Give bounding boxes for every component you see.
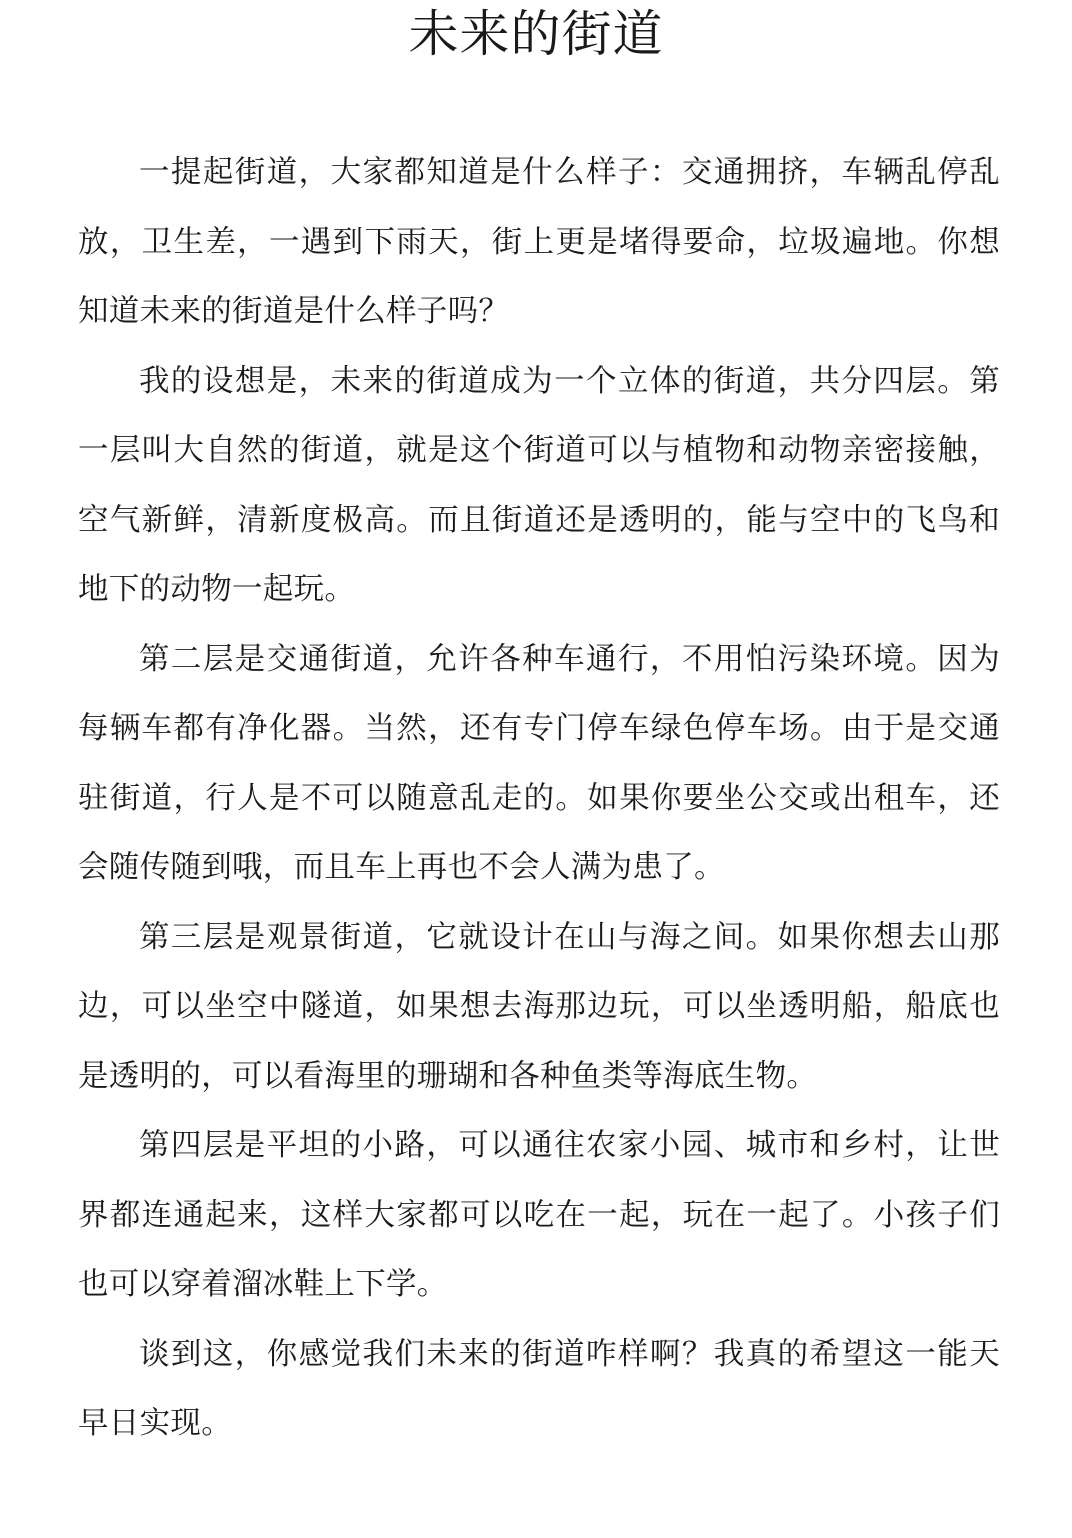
document-body <box>78 138 1000 1459</box>
paragraph-6: 谈到这，你感觉我们未来的街道咋样啊？我真的希望这一能天早日实现。 <box>78 1336 1000 1441</box>
paragraph-4: 第三层是观景街道，它就设计在山与海之间。如果你想去山那边，可以坐空中隧道，如果想去海那边玩，可以坐透明船，船底也是透明的，可以看海里的珊瑚和各种鱼类等海底生物。 <box>78 919 1000 1094</box>
paragraph-1: 一提起街道，大家都知道是什么样子：交通拥挤，车辆乱停乱放，卫生差，一遇到下雨天，街上更是堵得要命，垃圾遍地。你想知道未来的街道是什么样子吗？ <box>78 155 1000 329</box>
paragraph-3: 第二层是交通街道，允许各种车通行，不用怕污染环境。因为每辆车都有净化器。当然，还有专门停车绿色停车场。由于是交通驻街道，行人是不可以随意乱走的。如果你要坐公交或出租车，还会随传随到哦，而且车上再也不会人满为患了。 <box>78 641 1000 885</box>
document-title: 未来的街道 <box>408 5 664 63</box>
paragraph-2: 我的设想是，未来的街道成为一个立体的街道，共分四层。第一层叫大自然的街道，就是这个街道可以与植物和动物亲密接触，空气新鲜，清新度极高。而且街道还是透明的，能与空中的飞鸟和地下的动物一起玩。 <box>78 363 1000 607</box>
paragraph-5: 第四层是平坦的小路，可以通往农家小园、城市和乡村，让世界都连通起来，这样大家都可以吃在一起，玩在一起了。小孩子们也可以穿着溜冰鞋上下学。 <box>78 1128 1000 1302</box>
